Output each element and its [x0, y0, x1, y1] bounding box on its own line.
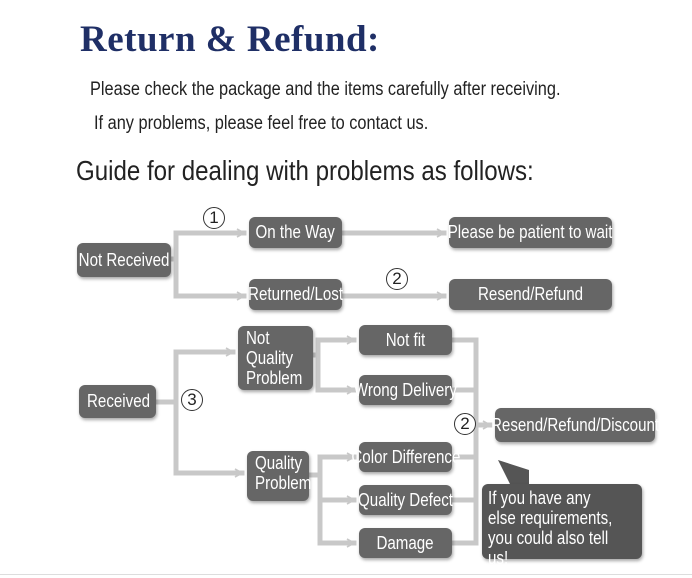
box-color-difference: Color Difference	[359, 442, 452, 472]
speech-bubble: If you have any else requirements, you could also tell us!	[482, 484, 642, 559]
box-not-fit: Not fit	[359, 325, 452, 355]
box-not-quality-problem: Not Quality Problem	[238, 326, 313, 390]
divider	[0, 574, 692, 575]
box-not-received: Not Received	[77, 243, 171, 277]
intro-line-2: If any problems, please feel free to contact us.	[94, 113, 429, 134]
box-please-wait: Please be patient to wait	[449, 217, 612, 248]
step-marker-2-bottom: 2	[454, 413, 476, 435]
box-wrong-delivery: Wrong Delivery	[359, 375, 452, 405]
box-returned-lost: Returned/Lost	[249, 279, 342, 310]
box-received: Received	[79, 385, 156, 418]
page-title: Return & Refund:	[80, 19, 380, 60]
box-on-the-way: On the Way	[249, 217, 342, 248]
step-marker-1: 1	[203, 207, 225, 229]
guide-heading: Guide for dealing with problems as follows:	[76, 155, 534, 186]
box-quality-problem: Quality Problem	[247, 451, 309, 501]
intro-line-1: Please check the package and the items carefully after receiving.	[90, 79, 561, 100]
step-marker-3: 3	[181, 389, 203, 411]
box-damage: Damage	[359, 528, 452, 558]
box-resend-refund: Resend/Refund	[449, 279, 612, 310]
box-resend-refund-discount: Resend/Refund/Discount	[495, 408, 655, 442]
box-quality-defect: Quality Defect	[359, 485, 452, 515]
bubble-tail	[498, 460, 529, 484]
step-marker-2-top: 2	[386, 268, 408, 290]
